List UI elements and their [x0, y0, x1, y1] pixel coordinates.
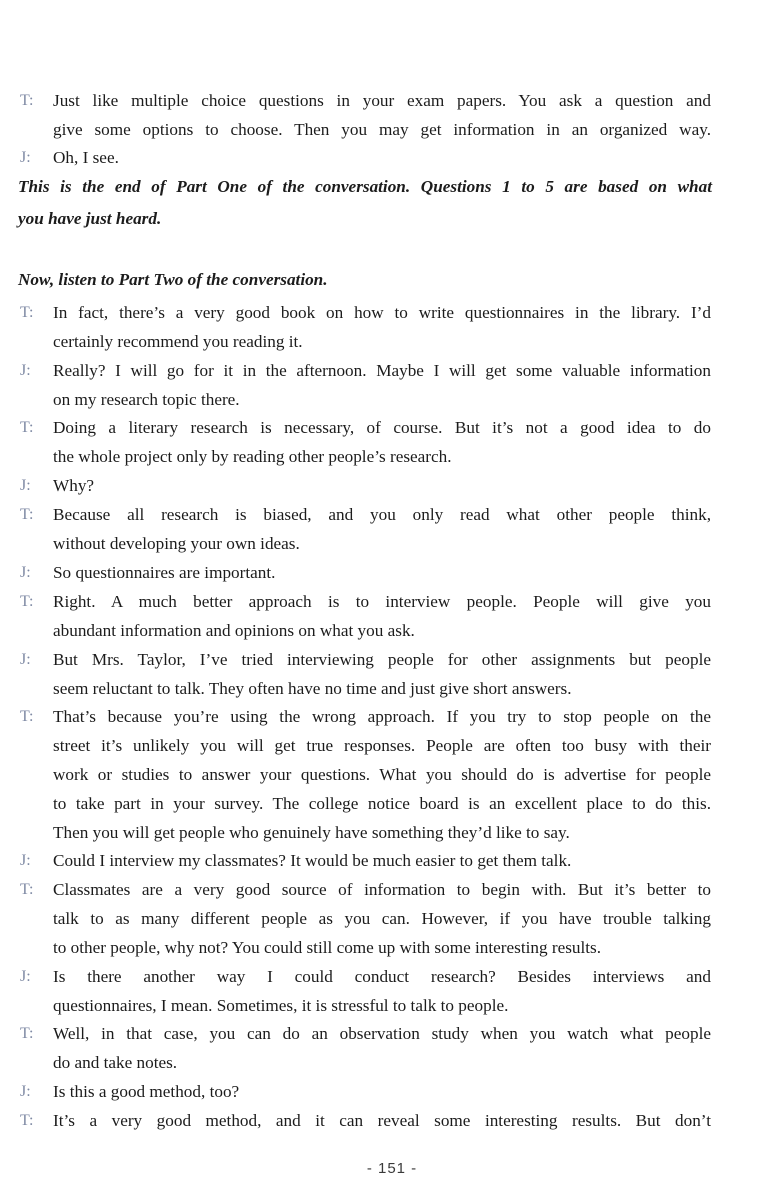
dialogue-line: give some options to choose. Then you may get information in an organized way.	[53, 120, 711, 139]
speaker-label: J:	[20, 852, 31, 869]
dialogue-line: Why?	[53, 476, 95, 495]
dialogue-line: certainly recommend you reading it.	[53, 332, 303, 351]
speaker-label: T:	[20, 1025, 34, 1042]
dialogue-line: Is this a good method, too?	[53, 1082, 240, 1101]
speaker-label: T:	[20, 419, 34, 436]
speaker-label: T:	[20, 1112, 34, 1129]
dialogue-line: So questionnaires are important.	[53, 563, 276, 582]
speaker-label: T:	[20, 881, 34, 898]
speaker-label: T:	[20, 708, 34, 725]
page-number: - 151 -	[366, 1160, 418, 1177]
dialogue-line: seem reluctant to talk. They often have no time and just give short answers.	[53, 679, 572, 698]
dialogue-line: Doing a literary research is necessary, of course. But it’s not a good idea to do	[53, 418, 711, 437]
dialogue-line: That’s because you’re using the wrong approach. If you try to stop people on the	[53, 707, 711, 726]
dialogue-line: Well, in that case, you can do an observation study when you watch what people	[53, 1024, 711, 1043]
dialogue-line: abundant information and opinions on what you ask.	[53, 621, 415, 640]
speaker-label: J:	[20, 477, 31, 494]
dialogue-line: It’s a very good method, and it can reveal some interesting results. But don’t	[53, 1111, 711, 1130]
speaker-label: J:	[20, 651, 31, 668]
dialogue-line: work or studies to answer your questions. What you should do is advertise for people	[53, 765, 711, 784]
speaker-label: J:	[20, 968, 31, 985]
part-one-end-note: This is the end of Part One of the conversation. Questions 1 to 5 are based on what	[18, 177, 712, 196]
dialogue-line: Classmates are a very good source of information to begin with. But it’s better to	[53, 880, 711, 899]
speaker-label: T:	[20, 593, 34, 610]
dialogue-line: Really? I will go for it in the afternoon. Maybe I will get some valuable information	[53, 361, 711, 380]
dialogue-line: In fact, there’s a very good book on how to write questionnaires in the library. I’d	[53, 303, 711, 322]
dialogue-line: questionnaires, I mean. Sometimes, it is stressful to talk to people.	[53, 996, 509, 1015]
speaker-label: J:	[20, 362, 31, 379]
dialogue-line: Because all research is biased, and you only read what other people think,	[53, 505, 711, 524]
dialogue-line: But Mrs. Taylor, I’ve tried interviewing people for other assignments but people	[53, 650, 711, 669]
speaker-label: J:	[20, 1083, 31, 1100]
speaker-label: T:	[20, 304, 34, 321]
dialogue-line: the whole project only by reading other people’s research.	[53, 447, 452, 466]
speaker-label: T:	[20, 92, 34, 109]
dialogue-line: to take part in your survey. The college notice board is an excellent place to do this.	[53, 794, 711, 813]
dialogue-line: to other people, why not? You could still come up with some interesting results.	[53, 938, 602, 957]
dialogue-line: do and take notes.	[53, 1053, 178, 1072]
dialogue-line: on my research topic there.	[53, 390, 240, 409]
dialogue-line: Right. A much better approach is to interview people. People will give you	[53, 592, 711, 611]
dialogue-line: Oh, I see.	[53, 148, 119, 167]
dialogue-line: without developing your own ideas.	[53, 534, 300, 553]
speaker-label: T:	[20, 506, 34, 523]
speaker-label: J:	[20, 564, 31, 581]
speaker-label: J:	[20, 149, 31, 166]
dialogue-line: Just like multiple choice questions in your exam papers. You ask a question and	[53, 91, 711, 110]
dialogue-line: Then you will get people who genuinely have something they’d like to say.	[53, 823, 570, 842]
dialogue-line: Is there another way I could conduct research? Besides interviews and	[53, 967, 711, 986]
dialogue-line: street it’s unlikely you will get true responses. People are often too busy with their	[53, 736, 711, 755]
dialogue-line: Could I interview my classmates? It would be much easier to get them talk.	[53, 851, 572, 870]
part-two-heading: Now, listen to Part Two of the conversation.	[18, 270, 328, 289]
dialogue-line: talk to as many different people as you can. However, if you have trouble talking	[53, 909, 711, 928]
part-one-end-note: you have just heard.	[18, 209, 162, 228]
